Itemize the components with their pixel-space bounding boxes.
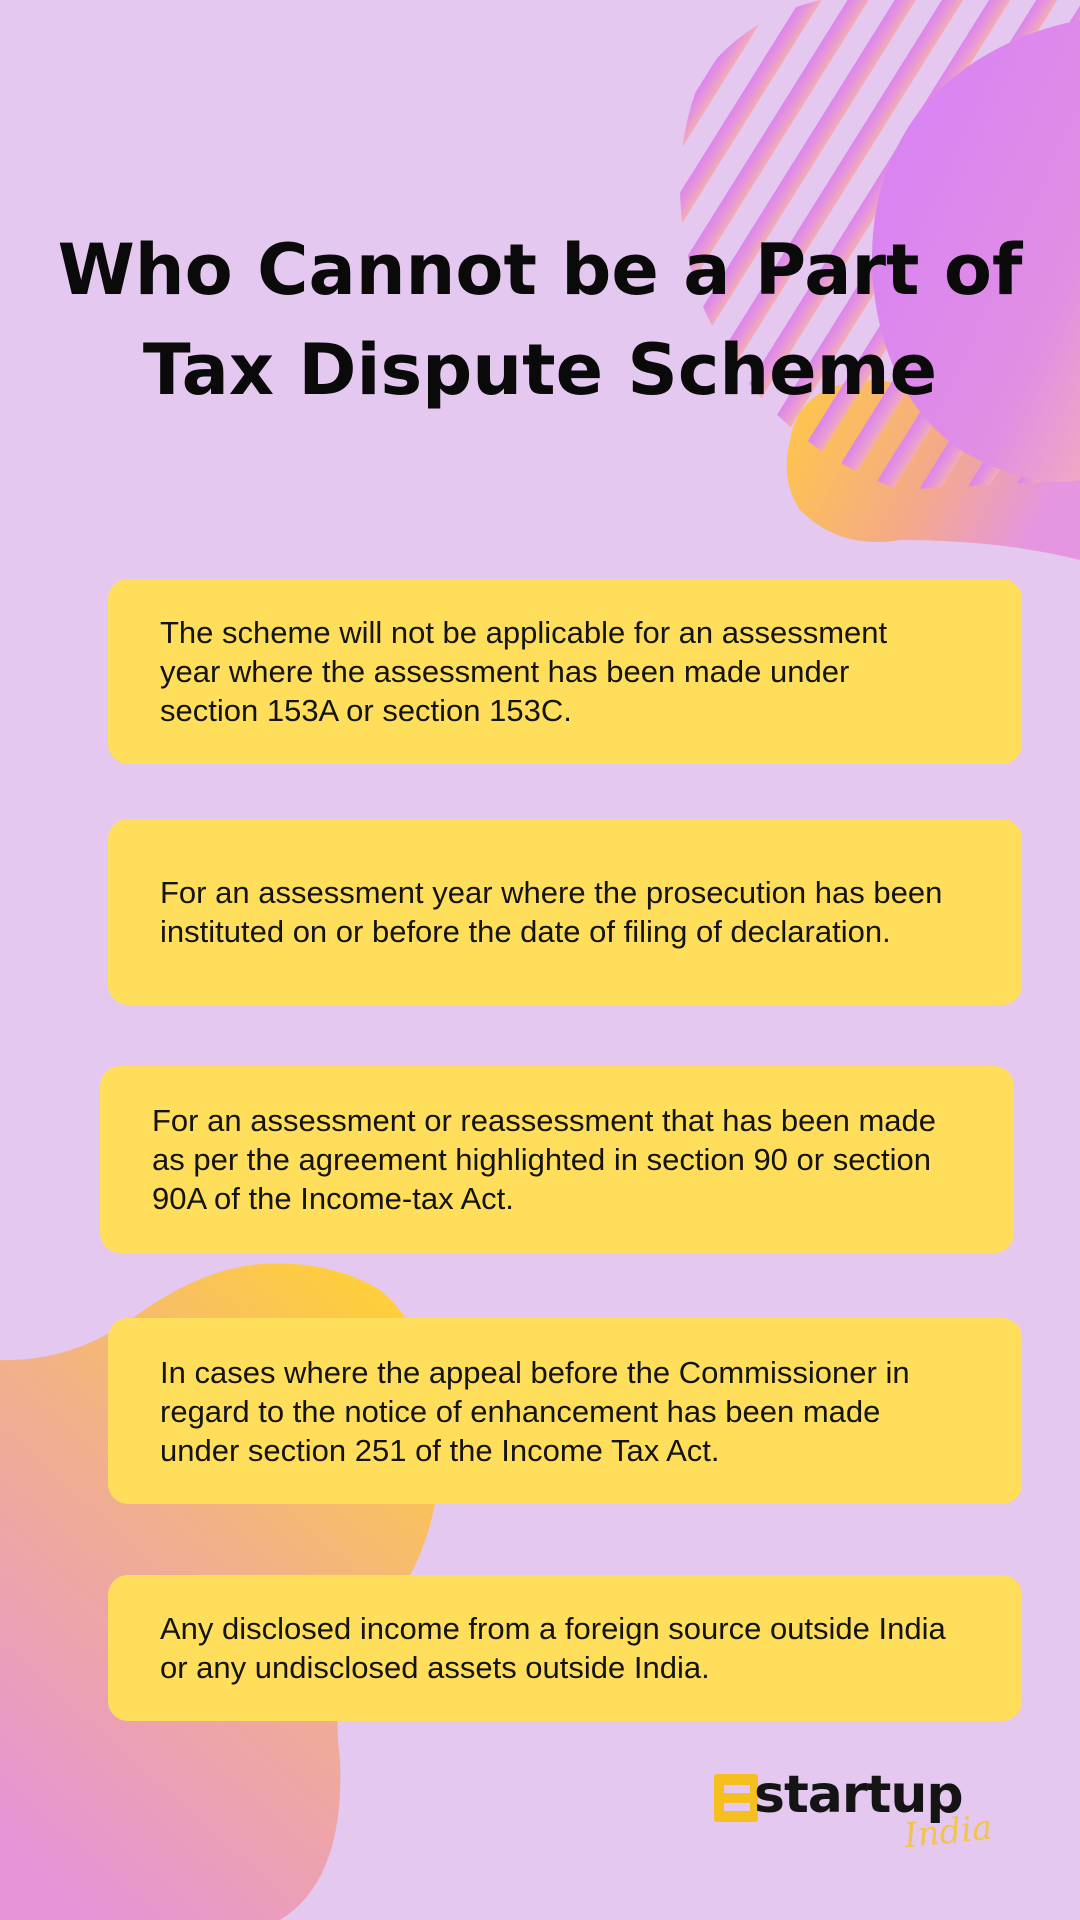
exclusion-card — [100, 1066, 1014, 1253]
exclusion-text: In cases where the appeal before the Commissioner in regard to the notice of enhancement has been made under section 251 of the Income Tax Act. — [160, 1354, 910, 1468]
estartup-logo — [712, 1760, 1012, 1870]
exclusion-card — [108, 1318, 1022, 1504]
page-title: Who Cannot be a Part of Tax Dispute Scheme — [57, 229, 1023, 411]
exclusion-text: For an assessment year where the prosecution has been instituted on or before the date of filing of declaration. — [160, 875, 943, 949]
logo-e-mark-icon — [714, 1774, 758, 1822]
exclusion-text: Any disclosed income from a foreign source outside India or any undisclosed assets outside India. — [160, 1611, 946, 1685]
exclusion-card — [108, 819, 1022, 1005]
exclusion-text: The scheme will not be applicable for an assessment year where the assessment has been made under section 153A or section 153C. — [160, 615, 888, 728]
exclusion-card — [108, 1575, 1022, 1721]
logo-subtitle: India — [902, 1807, 995, 1857]
exclusion-card — [108, 579, 1022, 764]
logo-wordmark: startup — [754, 1765, 963, 1825]
exclusion-text: For an assessment or reassessment that has been made as per the agreement highlighted in section 90 or section 90A of the Income-tax Act. — [152, 1103, 937, 1216]
